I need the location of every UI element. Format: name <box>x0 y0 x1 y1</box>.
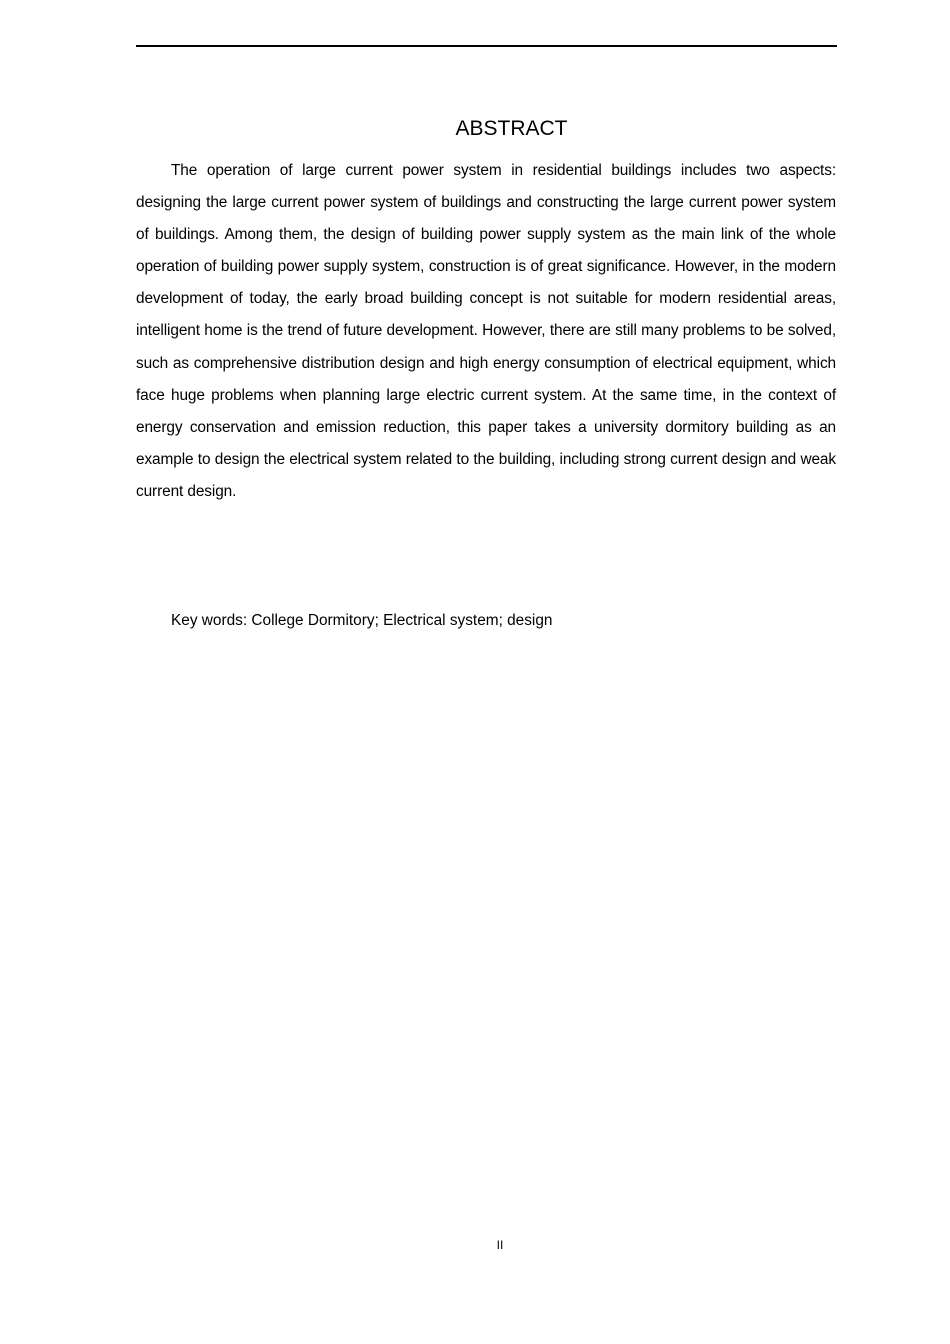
page-title: ABSTRACT <box>455 117 568 140</box>
abstract-paragraph: The operation of large current power system in residential buildings includes two aspects: designing the large current power system of buildings and constructing the large current power system of buildings. Among them, the design of building power supply system as the main link of the whole operation of building power supply system, construction is of great significance. However, in the modern development of today, the early broad building concept is not suitable for modern residential areas, intelligent home is the trend of future development. However, there are still many problems to be solved, such as comprehensive distribution design and high energy consumption of electrical equipment, which face huge problems when planning large electric current system. At the same time, in the context of energy conservation and emission reduction, this paper takes a university dormitory building as an example to design the electrical system related to the building, including strong current design and weak current design. <box>136 162 836 500</box>
keywords-line: Key words: College Dormitory; Electrical system; design <box>171 612 553 629</box>
page-number: II <box>496 1238 504 1252</box>
header-rule <box>136 45 837 47</box>
